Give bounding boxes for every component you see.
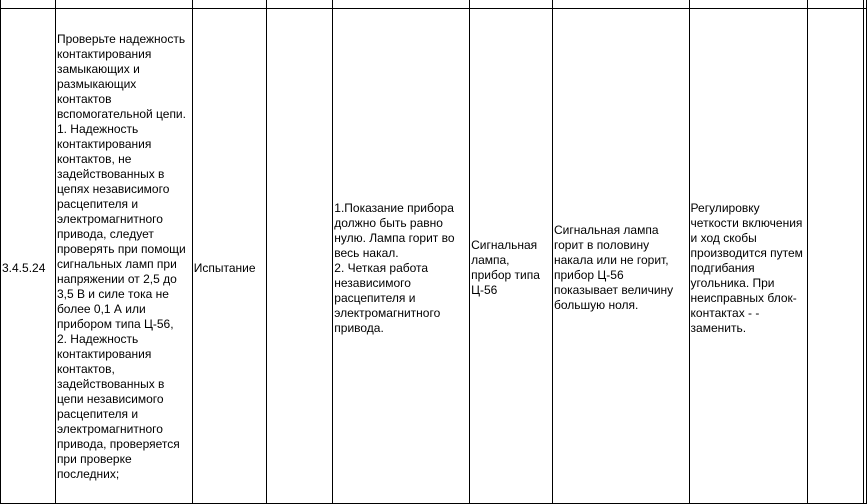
instrument: Сигнальная лампа, прибор типа Ц-56 [470, 9, 553, 504]
cell-prev-edge [863, 0, 866, 9]
empty-cell [266, 9, 333, 504]
cell-prev-method [192, 0, 266, 9]
extra-cell [808, 9, 864, 504]
table-row-previous [1, 0, 867, 9]
item-number: 3.4.5.24 [1, 9, 56, 504]
item-description: Проверьте надежность контактирования замыкающих и размыкающих контактов вспомогательной цепи. 1. Надежность контактирования контактов, не задействованных в цепях независимого расцепителя и электромагнитного привода, следует проверять при помощи сигнальных ламп при напряжении от 2,5 до 3,5 В и силе тока не более 0,1 А или прибором типа Ц-56, 2. Надежность контактирования контактов, задействованных в цепи независимого расцепителя и электромагнитного привода, проверяется при проверке последних; [55, 9, 192, 504]
cell-prev-extra [808, 0, 864, 9]
test-method: Испытание [192, 9, 266, 504]
cell-prev-remedy [689, 0, 808, 9]
edge-cell [863, 9, 866, 504]
cell-prev-number [1, 0, 56, 9]
cell-prev-defect [552, 0, 689, 9]
cell-prev-requirements [333, 0, 470, 9]
cell-prev-tool [470, 0, 553, 9]
cell-prev-empty [266, 0, 333, 9]
possible-defect: Сигнальная лампа горит в половину накала или не горит, прибор Ц-56 показывает величину большую ноля. [552, 9, 689, 504]
remedy-method: Регулировку четкости включения и ход скобы производится путем подгибания угольника. При неисправных блок-контактах - - заменить. [689, 9, 808, 504]
table-row [1, 9, 867, 504]
cell-prev-description [55, 0, 192, 9]
technical-requirements: 1.Показание прибора должно быть равно нулю. Лампа горит во весь накал. 2. Четкая работа независимого расцепителя и электромагнитного привода. [333, 9, 470, 504]
